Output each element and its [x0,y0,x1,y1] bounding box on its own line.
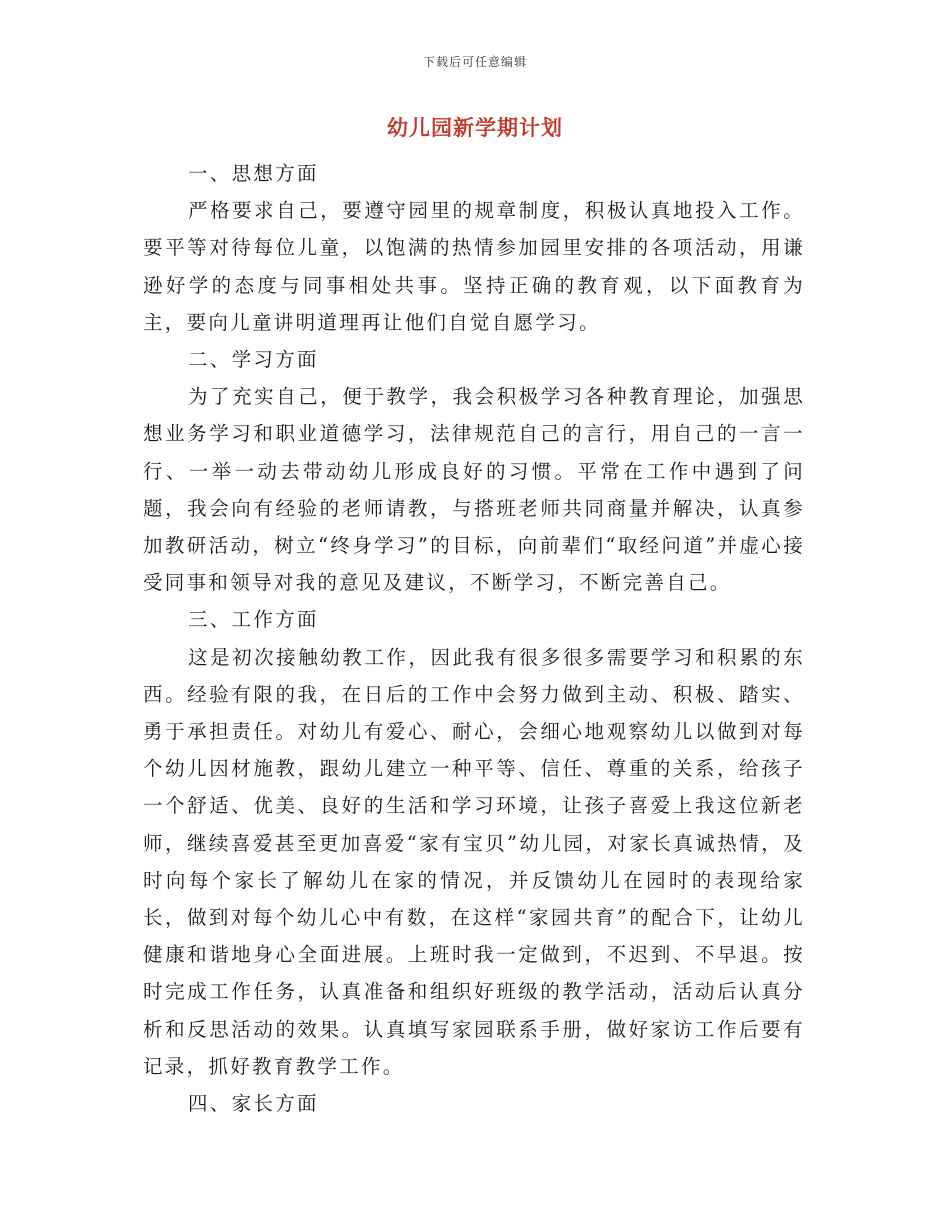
paragraph-study: 为了充实自己，便于教学，我会积极学习各种教育理论，加强思想业务学习和职业道德学习，法律规范自己的言行，用自己的一言一行、一举一动去带动幼儿形成良好的习惯。平常在工作中遇到了问题，我会向有经验的老师请教，与搭班老师共同商量并解决，认真参加教研活动，树立“终身学习”的目标，向前辈们“取经问道”并虚心接受同事和领导对我的意见及建议，不断学习，不断完善自己。 [143,385,805,595]
document-body [143,155,805,1122]
section-heading-study: 二、学习方面 [188,348,319,372]
paragraph-thought: 严格要求自己，要遵守园里的规章制度，积极认真地投入工作。要平等对待每位儿童，以饱满的热情参加园里安排的各项活动，用谦逊好学的态度与同事相处共事。坚持正确的教育观，以下面教育为主，要向儿童讲明道理再让他们自觉自愿学习。 [143,199,805,334]
paragraph-work: 这是初次接触幼教工作，因此我有很多很多需要学习和积累的东西。经验有限的我，在日后的工作中会努力做到主动、积极、踏实、勇于承担责任。对幼儿有爱心、耐心，会细心地观察幼儿以做到对每个幼儿因材施教，跟幼儿建立一种平等、信任、尊重的关系，给孩子一个舒适、优美、良好的生活和学习环境，让孩子喜爱上我这位新老师，继续喜爱甚至更加喜爱“家有宝贝”幼儿园，对家长真诚热情，及时向每个家长了解幼儿在家的情况，并反馈幼儿在园时的表现给家长，做到对每个幼儿心中有数，在这样“家园共育”的配合下，让幼儿健康和谐地身心全面进展。上班时我一定做到，不迟到、不早退。按时完成工作任务，认真准备和组织好班级的教学活动，活动后认真分析和反思活动的效果。认真填写家园联系手册，做好家访工作后要有记录，抓好教育教学工作。 [143,645,805,1078]
document-title: 幼儿园新学期计划 [387,115,563,140]
section-heading-parents: 四、家长方面 [188,1092,319,1116]
page-header-note: 下载后可任意编辑 [422,55,527,69]
section-heading-work: 三、工作方面 [188,608,319,632]
section-heading-thought: 一、思想方面 [188,162,319,185]
